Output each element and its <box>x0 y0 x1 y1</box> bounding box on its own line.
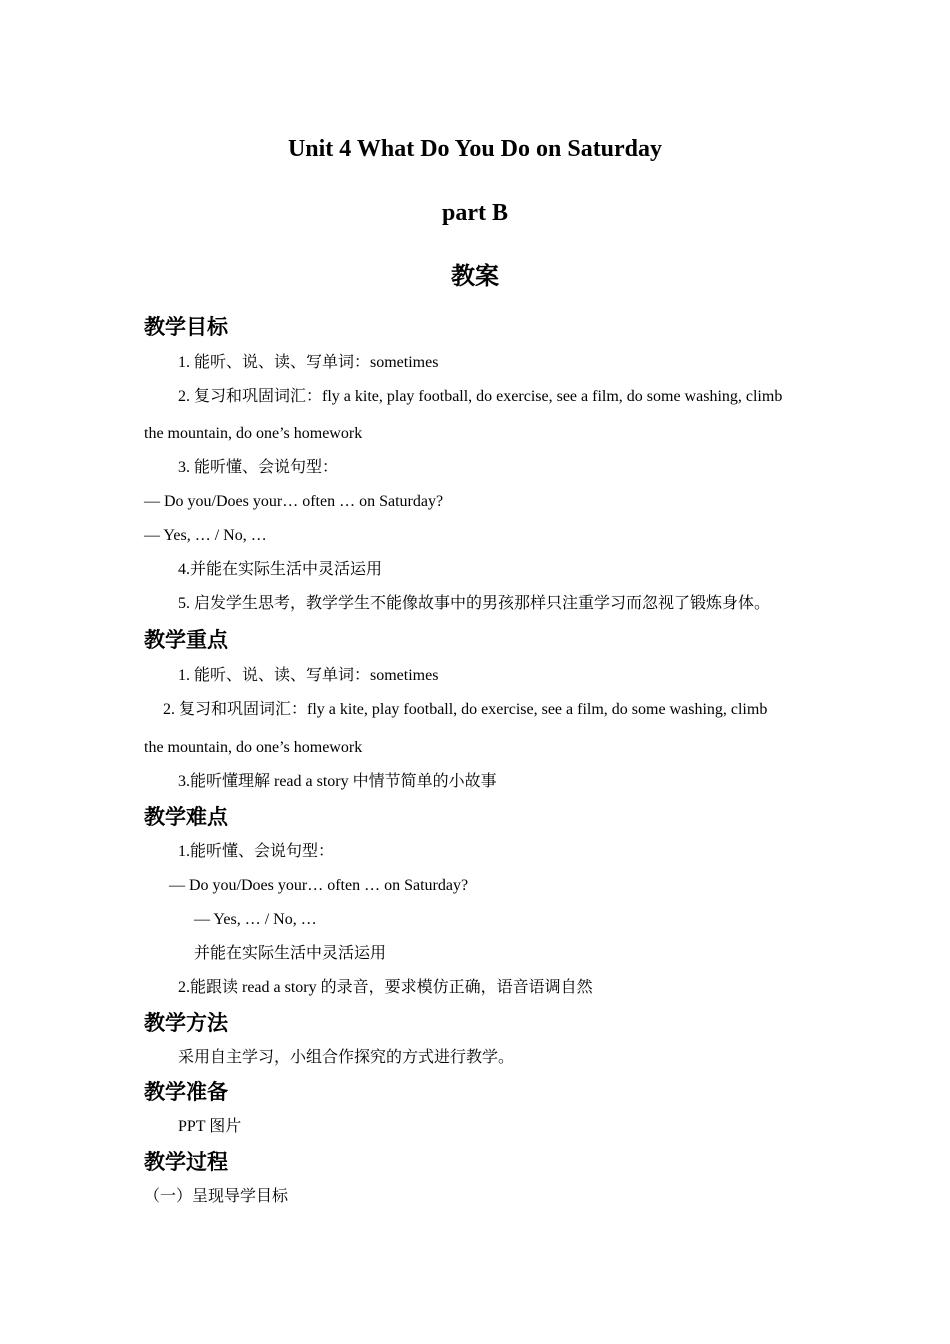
key-point-item: 1. 能听、说、读、写单词：sometimes <box>178 667 439 684</box>
difficulty-item-continuation: 并能在实际生活中灵活运用 <box>194 945 387 962</box>
objective-item: 3. 能听懂、会说句型： <box>178 459 339 476</box>
key-point-item: 2. 复习和巩固词汇：fly a kite, play football, do exercise, see a film, do some washing, climb <box>163 701 768 718</box>
section-heading-preparation: 教学准备 <box>144 1080 228 1104</box>
key-point-item: 3.能听懂理解 read a story 中情节简单的小故事 <box>178 773 497 790</box>
difficulty-item: 1.能听懂、会说句型： <box>178 843 335 860</box>
difficulty-dialogue-line: — Yes, … / No, … <box>194 911 317 928</box>
section-heading-objectives: 教学目标 <box>144 315 228 339</box>
section-heading-methods: 教学方法 <box>144 1011 228 1035</box>
objective-item: 2. 复习和巩固词汇：fly a kite, play football, do exercise, see a film, do some washing, climb <box>178 388 783 405</box>
objective-dialogue-line: — Yes, … / No, … <box>144 527 267 544</box>
section-heading-difficulties: 教学难点 <box>144 805 228 829</box>
difficulty-item: 2.能跟读 read a story 的录音，要求模仿正确，语音语调自然 <box>178 979 593 996</box>
objective-item: 4.并能在实际生活中灵活运用 <box>178 561 383 578</box>
objective-dialogue-line: — Do you/Does your… often … on Saturday? <box>144 493 444 510</box>
document-type-title: 教案 <box>451 264 499 290</box>
process-item: （一）呈现导学目标 <box>144 1188 289 1205</box>
preparation-item: PPT 图片 <box>178 1118 242 1135</box>
difficulty-dialogue-line: — Do you/Does your… often … on Saturday? <box>169 877 469 894</box>
section-heading-key-points: 教学重点 <box>144 628 228 652</box>
objective-item-continuation: the mountain, do one’s homework <box>144 425 363 442</box>
key-point-item-continuation: the mountain, do one’s homework <box>144 739 363 756</box>
objective-item: 1. 能听、说、读、写单词：sometimes <box>178 354 439 371</box>
objective-item: 5. 启发学生思考，教学学生不能像故事中的男孩那样只注重学习而忽视了锻炼身体。 <box>178 595 771 612</box>
document-subtitle: part B <box>442 200 508 226</box>
section-heading-process: 教学过程 <box>144 1150 228 1174</box>
method-item: 采用自主学习，小组合作探究的方式进行教学。 <box>178 1049 515 1066</box>
document-title: Unit 4 What Do You Do on Saturday <box>287 136 663 162</box>
